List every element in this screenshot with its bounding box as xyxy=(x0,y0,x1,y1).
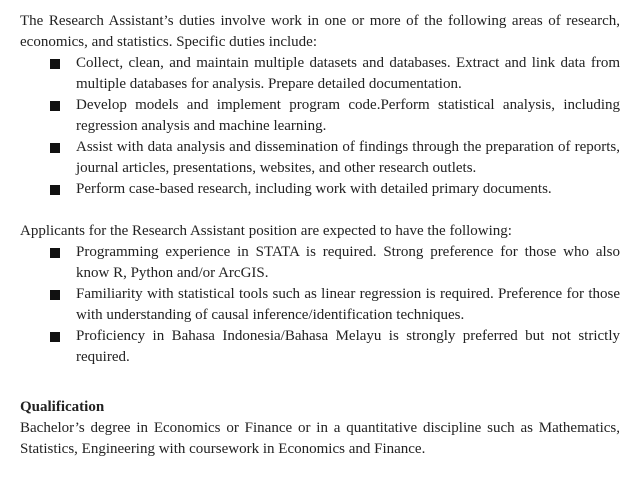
list-item xyxy=(20,242,620,284)
requirements-list xyxy=(20,242,620,368)
list-item-text: Programming experience in STATA is required. Strong preference for those who also know R, Python and/or ArcGIS. xyxy=(76,244,620,281)
square-bullet-icon xyxy=(50,248,60,258)
list-item xyxy=(20,326,620,368)
list-item xyxy=(20,53,620,95)
square-bullet-icon xyxy=(50,59,60,69)
qualification-heading: Qualification xyxy=(20,399,105,415)
square-bullet-icon xyxy=(50,332,60,342)
square-bullet-icon xyxy=(50,143,60,153)
list-item xyxy=(20,284,620,326)
square-bullet-icon xyxy=(50,185,60,195)
duties-list xyxy=(20,53,620,200)
list-item xyxy=(20,137,620,179)
list-item xyxy=(20,95,620,137)
spacer xyxy=(20,200,620,221)
list-item-text: Develop models and implement program code.Perform statistical analysis, including regression analysis and machine learning. xyxy=(76,97,620,134)
spacer xyxy=(20,368,620,397)
list-item-text: Collect, clean, and maintain multiple datasets and databases. Extract and link data from multiple databases for analysis. Prepare detailed documentation. xyxy=(76,55,620,92)
square-bullet-icon xyxy=(50,101,60,111)
list-item-text: Proficiency in Bahasa Indonesia/Bahasa Melayu is strongly preferred but not strictly required. xyxy=(76,328,620,365)
list-item xyxy=(20,179,620,200)
duties-intro: The Research Assistant’s duties involve work in one or more of the following areas of research, economics, and statistics. Specific duties include: xyxy=(20,13,620,50)
list-item-text: Familiarity with statistical tools such as linear regression is required. Preference for those with understanding of causal inference/identification techniques. xyxy=(76,286,620,323)
qualification-text: Bachelor’s degree in Economics or Finance or in a quantitative discipline such as Mathematics, Statistics, Engineering with coursework in Economics and Finance. xyxy=(20,420,620,457)
list-item-text: Perform case-based research, including work with detailed primary documents. xyxy=(76,181,552,197)
list-item-text: Assist with data analysis and dissemination of findings through the preparation of reports, journal articles, presentations, websites, and other research outlets. xyxy=(76,139,620,176)
job-description-document xyxy=(20,11,620,460)
requirements-intro: Applicants for the Research Assistant position are expected to have the following: xyxy=(20,223,512,239)
square-bullet-icon xyxy=(50,290,60,300)
